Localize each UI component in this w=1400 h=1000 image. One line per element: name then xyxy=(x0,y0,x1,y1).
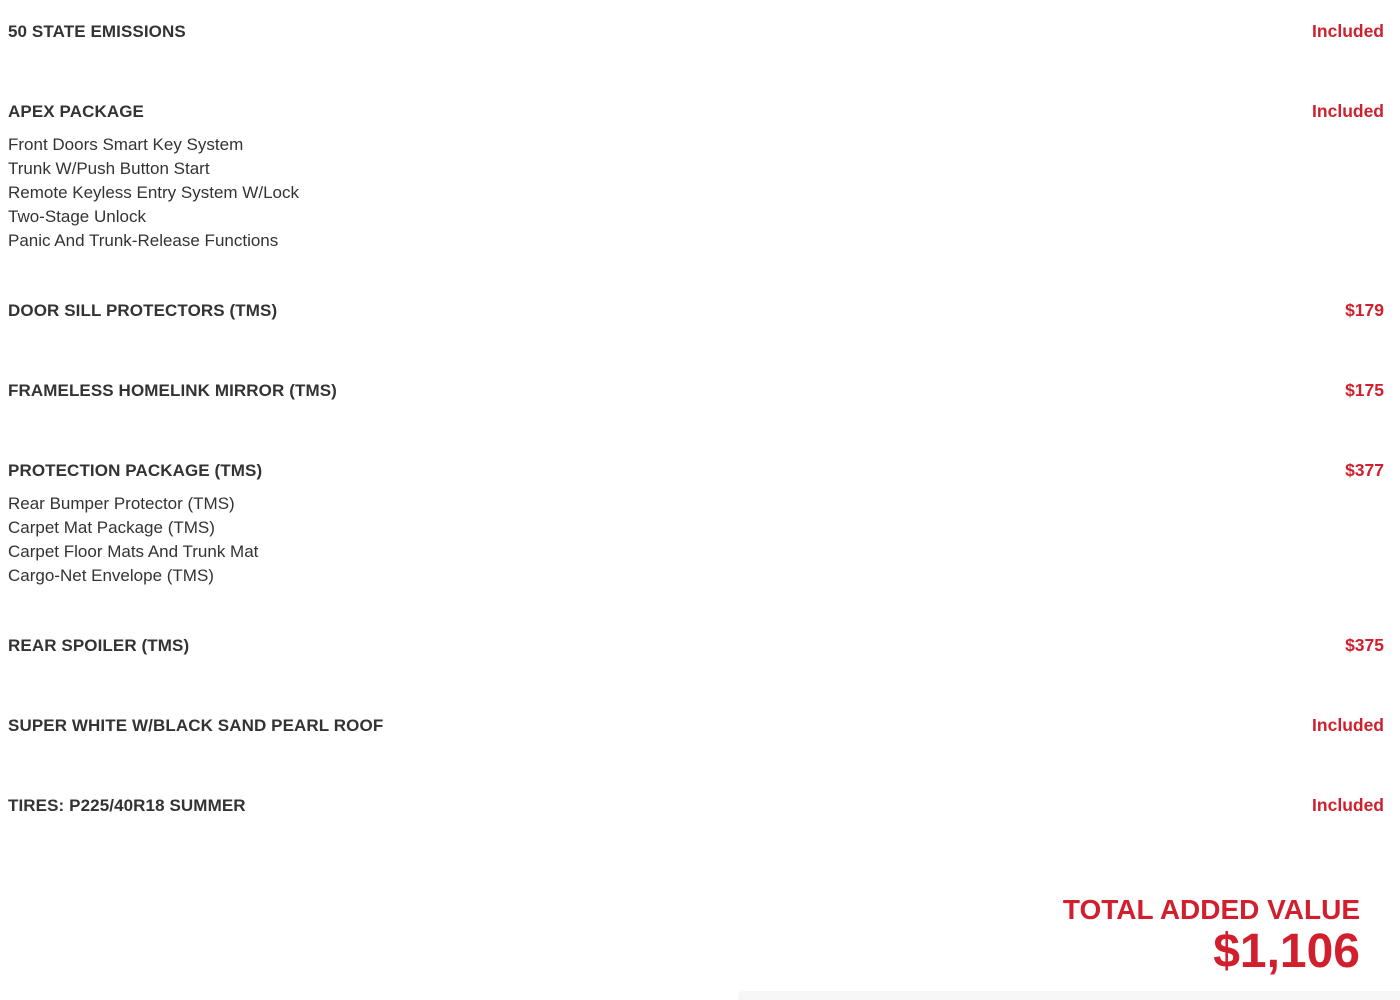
option-name: TIRES: P225/40R18 SUMMER xyxy=(8,796,246,815)
option-item xyxy=(8,100,1384,253)
bottom-edge-strip xyxy=(738,991,1400,1000)
option-header xyxy=(8,714,1384,737)
option-item xyxy=(8,459,1384,588)
option-value: $375 xyxy=(1345,635,1384,655)
option-name: 50 STATE EMISSIONS xyxy=(8,22,186,41)
option-subitems xyxy=(8,492,1384,588)
option-header xyxy=(8,20,1384,43)
option-header xyxy=(8,459,1384,482)
subitem-line: Carpet Mat Package (TMS) xyxy=(8,518,215,537)
option-value: Included xyxy=(1312,795,1384,815)
subitem-line: Front Doors Smart Key System xyxy=(8,135,244,154)
option-header xyxy=(8,100,1384,123)
option-name: FRAMELESS HOMELINK MIRROR (TMS) xyxy=(8,381,337,400)
subitem-line: Cargo-Net Envelope (TMS) xyxy=(8,566,214,585)
option-item xyxy=(8,299,1384,322)
option-value: Included xyxy=(1312,101,1384,121)
total-label: TOTAL ADDED VALUE xyxy=(1062,894,1360,925)
option-subitems xyxy=(8,133,1384,253)
option-item xyxy=(8,634,1384,657)
options-list xyxy=(8,20,1384,874)
option-header xyxy=(8,794,1384,817)
option-name: REAR SPOILER (TMS) xyxy=(8,636,190,655)
option-item xyxy=(8,379,1384,402)
subitem-line: Rear Bumper Protector (TMS) xyxy=(8,494,235,513)
option-value: $377 xyxy=(1345,460,1384,480)
subitem-line: Remote Keyless Entry System W/Lock xyxy=(8,183,299,202)
total-value: $1,106 xyxy=(1213,925,1360,978)
option-header xyxy=(8,379,1384,402)
option-value: $175 xyxy=(1345,380,1384,400)
option-item xyxy=(8,20,1384,43)
option-item xyxy=(8,794,1384,817)
option-item xyxy=(8,714,1384,737)
option-value: Included xyxy=(1312,21,1384,41)
option-value: Included xyxy=(1312,715,1384,735)
option-name: SUPER WHITE W/BLACK SAND PEARL ROOF xyxy=(8,716,384,735)
option-header xyxy=(8,299,1384,322)
option-name: DOOR SILL PROTECTORS (TMS) xyxy=(8,301,278,320)
option-name: PROTECTION PACKAGE (TMS) xyxy=(8,461,263,480)
total-section xyxy=(1063,893,1360,978)
subitem-line: Panic And Trunk-Release Functions xyxy=(8,231,279,250)
subitem-line: Two-Stage Unlock xyxy=(8,207,146,226)
option-value: $179 xyxy=(1345,300,1384,320)
subitem-line: Carpet Floor Mats And Trunk Mat xyxy=(8,542,259,561)
option-header xyxy=(8,634,1384,657)
option-name: APEX PACKAGE xyxy=(8,102,144,121)
subitem-line: Trunk W/Push Button Start xyxy=(8,159,210,178)
